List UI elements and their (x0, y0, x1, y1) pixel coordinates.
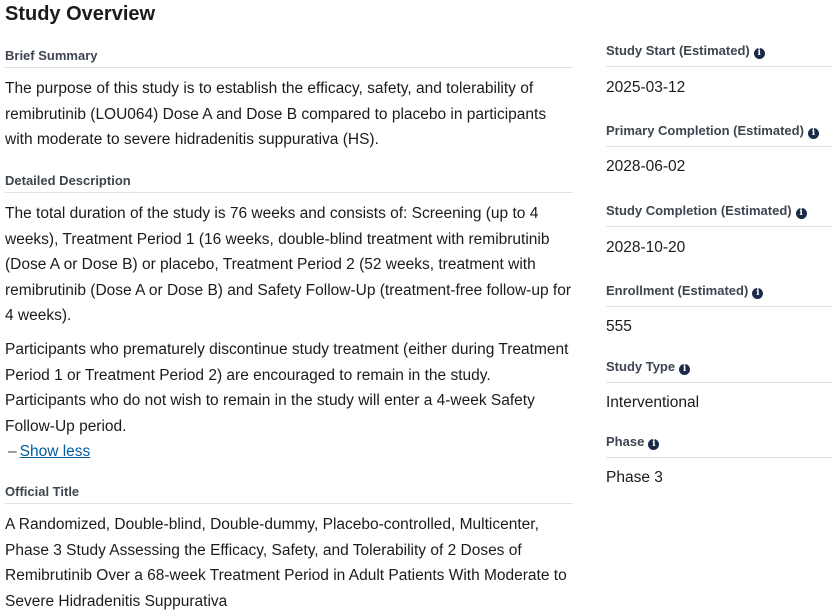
detailed-description-paragraph-2: Participants who prematurely discontinue study treatment (either during Treatment Period 1 or Treatment Period 2) are encouraged to remain in the study. Participants who do not wish to remain in the study will enter a 4-week Safety Follow-Up period. (5, 341, 569, 435)
phase-label (606, 434, 833, 458)
official-title-heading: Official Title (5, 484, 573, 504)
fact-label: Study Start (Estimated) (606, 43, 750, 58)
detailed-description-paragraph-1: The total duration of the study is 76 weeks and consists of: Screening (up to 4 weeks), Treatment Period 1 (16 weeks, double-blind treatment with remibrutinib (Dose A or Dose B) or placebo, Treatment Period 2 (52 weeks, treatment with remibrutinib (Dose A or Dose B) and Safety Follow-Up (treatment-free follow-up for 4 weeks). (5, 205, 571, 325)
fact-label: Study Completion (Estimated) (606, 203, 792, 218)
fact-label: Study Type (606, 359, 676, 374)
info-icon[interactable]: i (796, 208, 807, 219)
study-completion-label (606, 203, 833, 227)
info-icon[interactable]: i (679, 364, 690, 375)
fact-label: Primary Completion (Estimated) (606, 123, 804, 138)
brief-summary-text: The purpose of this study is to establish the efficacy, safety, and tolerability of remibrutinib (LOU064) Dose A and Dose B compared to placebo in participants with moderate to severe hidradenitis suppurativa (HS). (5, 80, 547, 149)
primary-completion-label (606, 123, 833, 147)
info-icon[interactable]: i (752, 288, 763, 299)
info-icon[interactable]: i (808, 128, 819, 139)
enrollment-value: 555 (606, 318, 632, 335)
enrollment-label (606, 283, 833, 307)
info-icon[interactable]: i (754, 48, 765, 59)
official-title-text: A Randomized, Double-blind, Double-dummy, Placebo-controlled, Multicenter, Phase 3 Study Assessing the Efficacy, Safety, and Tolerability of 2 Doses of Remibrutinib Over a 68-week Treatment Period in Adult Patients With Moderate to Severe Hidradenitis Suppurativa (5, 516, 567, 610)
info-icon[interactable]: i (648, 439, 659, 450)
study-type-label (606, 359, 833, 383)
detailed-description-heading: Detailed Description (5, 173, 573, 193)
brief-summary-heading: Brief Summary (5, 48, 573, 68)
phase-value: Phase 3 (606, 469, 663, 486)
fact-label: Enrollment (Estimated) (606, 283, 749, 298)
study-start-label (606, 43, 833, 67)
study-type-value: Interventional (606, 394, 700, 411)
page-title: Study Overview (5, 3, 156, 25)
collapse-icon: – (8, 443, 17, 460)
study-start-value: 2025-03-12 (606, 79, 686, 96)
primary-completion-value: 2028-06-02 (606, 158, 686, 175)
fact-label: Phase (606, 434, 645, 449)
show-less-link[interactable]: Show less (19, 443, 91, 460)
study-completion-value: 2028-10-20 (606, 239, 686, 256)
show-less-toggle[interactable] (8, 441, 90, 463)
